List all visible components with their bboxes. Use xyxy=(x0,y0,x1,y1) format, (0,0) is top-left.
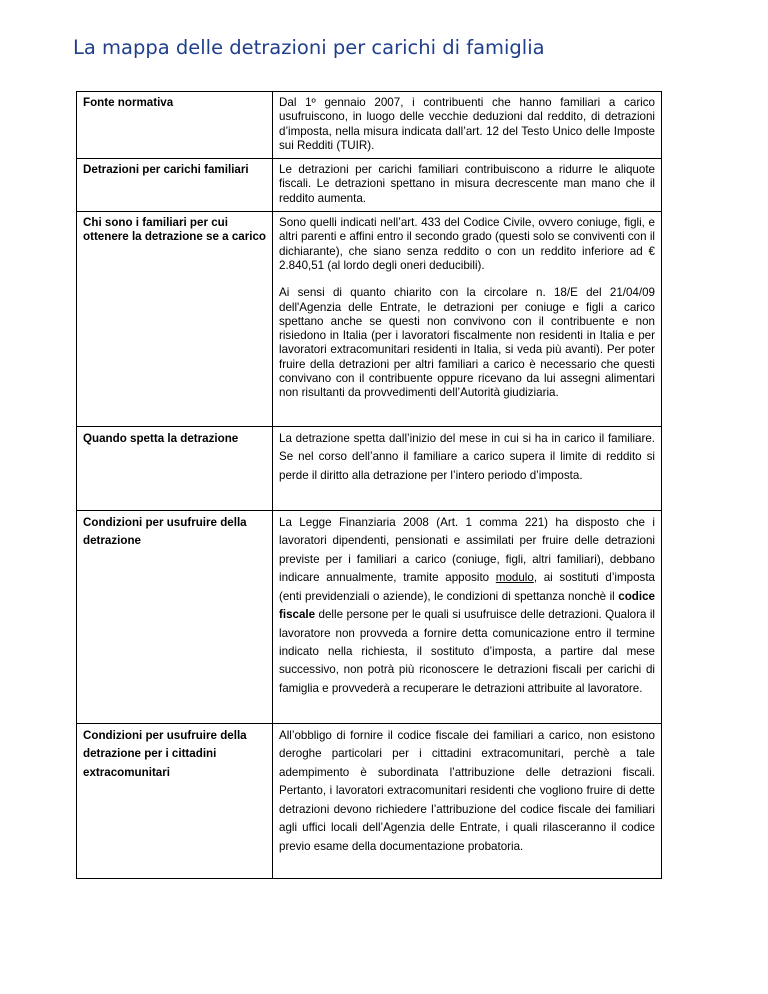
table-row xyxy=(77,92,662,159)
text-segment: delle persone per le quali si usufruisce delle detrazioni. Qualora il lavoratore non provveda a fornire detta comunicazione entro il termine indicato nella richiesta, il sostituto d’imposta, a partire dal mese successivo, non potrà più riconoscere le detrazioni fiscali per carichi di famiglia e provvederà a recuperare le detrazioni attribuite al lavoratore. xyxy=(279,608,655,695)
row-label: Condizioni per usufruire della detrazione per i cittadini extracomunitari xyxy=(77,724,273,879)
bold-text: codice fiscale xyxy=(279,589,655,622)
row-label: Fonte normativa xyxy=(77,92,273,159)
row-content xyxy=(273,427,662,511)
row-label: Chi sono i familiari per cui ottenere la detrazione se a carico xyxy=(77,212,273,427)
paragraph: All’obbligo di fornire il codice fiscale dei familiari a carico, non esistono deroghe particolari per i cittadini extracomunitari, perchè a tale adempimento è subordinata l’attribuzione delle detrazioni fiscali. Pertanto, i lavoratori extracomunitari residenti che vogliono fruire di dette detrazioni devono richiedere l’attribuzione del codice fiscale dei familiari agli uffici locali dell’Agenzia delle Entrate, i quali rilasceranno il codice previo esame della documentazione probatoria. xyxy=(279,729,655,853)
paragraph: Dal 1º gennaio 2007, i contribuenti che hanno familiari a carico usufruiscono, in luogo delle vecchie deduzioni dal reddito, di detrazioni d’imposta, nella misura indicata dall’art. 12 del Testo Unico delle Imposte sui Redditi (TUIR). xyxy=(279,96,655,152)
row-content xyxy=(273,159,662,212)
table-row xyxy=(77,212,662,427)
table-row xyxy=(77,427,662,511)
row-content xyxy=(273,511,662,724)
row-label: Condizioni per usufruire della detrazione xyxy=(77,511,273,724)
page-title: La mappa delle detrazioni per carichi di famiglia xyxy=(73,36,545,59)
paragraph: La detrazione spetta dall’inizio del mese in cui si ha in carico il familiare. Se nel corso dell’anno il familiare a carico supera il limite di reddito si perde il diritto alla detrazione per l’intero periodo d’imposta. xyxy=(279,432,655,482)
text-segment: La Legge Finanziaria 2008 (Art. 1 comma 221) ha disposto che i lavoratori dipendenti, pensionati e assimilati per fruire delle detrazioni previste per i familiari a carico (coniuge, figli, altri familiari), debbano indicare annualmente, tramite apposito xyxy=(279,516,655,585)
row-content xyxy=(273,212,662,427)
paragraph: Le detrazioni per carichi familiari contribuiscono a ridurre le aliquote fiscali. Le detrazioni spettano in misura decrescente man mano che il reddito aumenta. xyxy=(279,163,655,205)
table-row xyxy=(77,159,662,212)
row-label: Detrazioni per carichi familiari xyxy=(77,159,273,212)
table-row xyxy=(77,511,662,724)
modulo-link[interactable]: modulo xyxy=(495,571,534,585)
deductions-table xyxy=(76,91,662,879)
paragraph: Sono quelli indicati nell’art. 433 del Codice Civile, ovvero coniuge, figli, e altri parenti e affini entro il secondo grado (questi solo se conviventi con il dichiarante), che siano senza reddito o con un reddito inferiore ad € 2.840,51 (al lordo degli oneri deducibili). xyxy=(279,216,655,272)
text-segment: , ai sostituti d’imposta (enti previdenziali o aziende), le condizioni di spettanza nonchè il xyxy=(279,571,655,603)
paragraph: Ai sensi di quanto chiarito con la circolare n. 18/E del 21/04/09 dell'Agenzia delle Entrate, le detrazioni per coniuge e figli a carico spettano anche se questi non convivono con il contribuente e non risiedono in Italia (per i lavoratori fiscalmente non residenti in Italia e per lavoratori extracomunitari residenti in Italia, si veda più avanti). Per poter fruire della detrazioni per altri familiari a carico è necessario che questi convivano con il contribuente oppure ricevano da lui assegni alimentari non risultanti da provvedimenti dell’Autorità giudiziaria. xyxy=(279,286,655,400)
row-content xyxy=(273,92,662,159)
table-row xyxy=(77,724,662,879)
paragraph xyxy=(279,514,655,698)
row-label: Quando spetta la detrazione xyxy=(77,427,273,511)
row-content xyxy=(273,724,662,879)
